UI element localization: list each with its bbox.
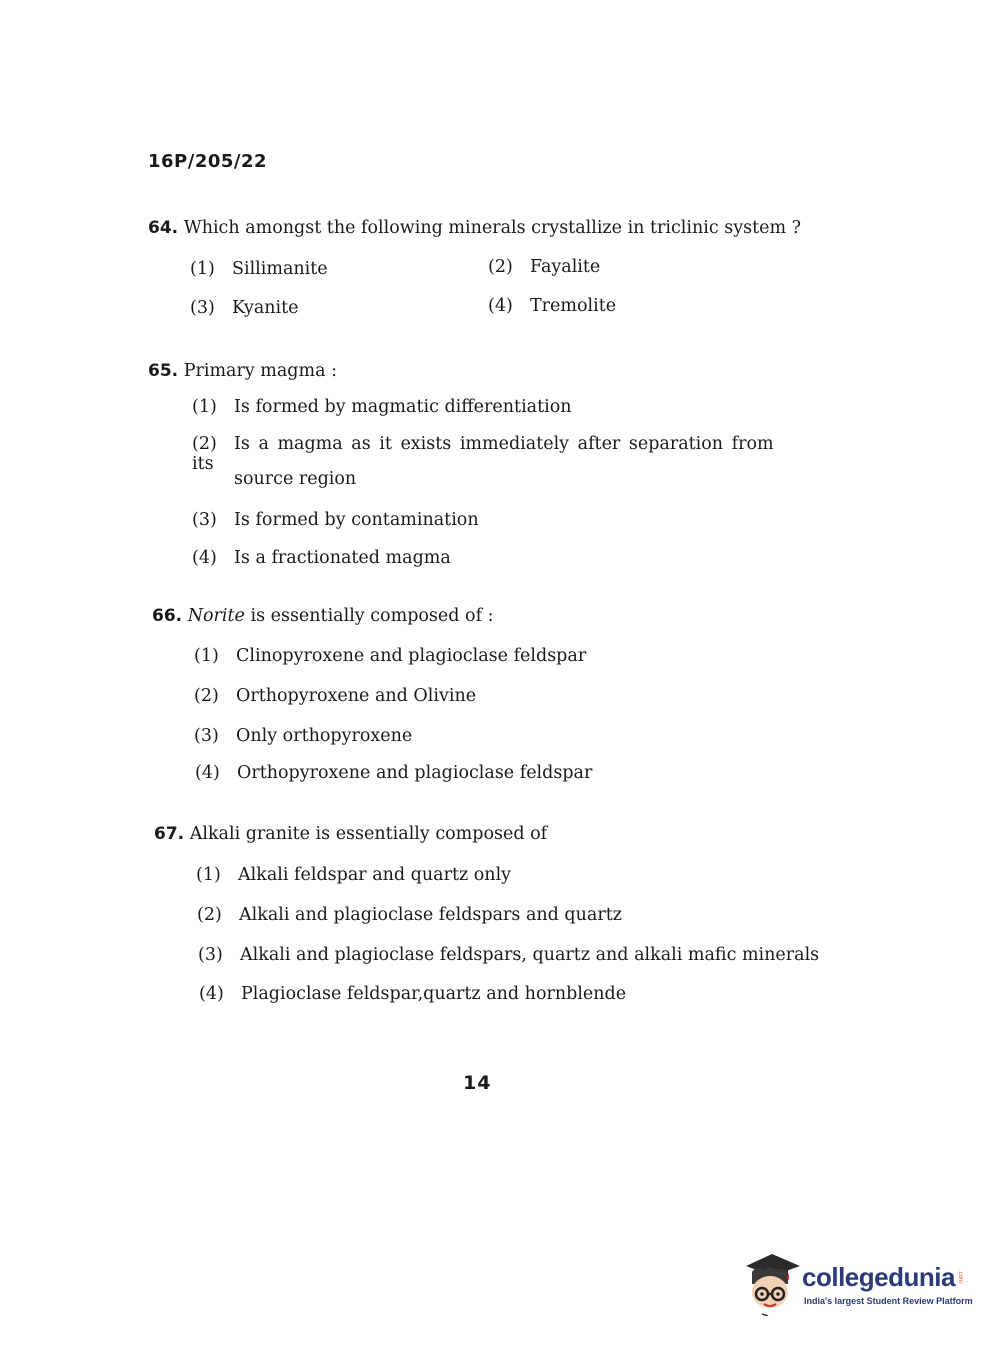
option-64-2	[488, 257, 600, 277]
option-number: (2)	[192, 434, 217, 454]
option-66-3	[194, 726, 412, 746]
brand-suffix: .com	[957, 1270, 963, 1284]
option-65-1	[192, 397, 572, 417]
option-67-2	[197, 905, 622, 925]
option-text: Alkali feldspar and quartz only	[238, 865, 512, 885]
option-65-3	[192, 510, 479, 530]
question-number: 67.	[154, 824, 185, 844]
option-66-4	[195, 763, 592, 783]
option-65-2-cont	[234, 469, 356, 489]
option-number: (1)	[196, 865, 221, 885]
question-number: 65.	[148, 361, 179, 381]
collegedunia-watermark	[742, 1250, 972, 1320]
option-text: Tremolite	[530, 296, 617, 316]
option-text: Is a fractionated magma	[234, 548, 451, 568]
question-64	[148, 218, 801, 238]
option-text: Is a magma as it exists immediately after separation from its	[192, 434, 774, 474]
option-text: Alkali and plagioclase feldspars, quartz and alkali mafic minerals	[240, 945, 820, 965]
option-number: (4)	[195, 763, 220, 783]
question-65	[148, 361, 337, 381]
option-number: (4)	[199, 984, 224, 1004]
question-67	[154, 824, 547, 844]
question-text: is essentially composed of :	[244, 606, 494, 626]
option-67-3	[198, 945, 820, 965]
option-number: (2)	[194, 686, 219, 706]
option-text: Only orthopyroxene	[236, 726, 413, 746]
option-text: Orthopyroxene and Olivine	[236, 686, 477, 706]
option-number: (3)	[192, 510, 217, 530]
option-text: Fayalite	[530, 257, 601, 277]
option-number: (3)	[190, 298, 215, 318]
option-67-4	[199, 984, 626, 1004]
question-text: Alkali granite is essentially composed of	[189, 824, 548, 844]
option-66-1	[194, 646, 586, 666]
page-number: 14	[463, 1072, 492, 1094]
option-number: (3)	[194, 726, 219, 746]
option-number: (3)	[198, 945, 223, 965]
option-text: Orthopyroxene and plagioclase feldspar	[237, 763, 593, 783]
option-text: Is formed by magmatic differentiation	[234, 397, 572, 417]
brand-name: collegedunia	[802, 1262, 955, 1292]
option-64-1	[190, 259, 328, 279]
option-number: (1)	[194, 646, 219, 666]
option-text-continued: source region	[234, 469, 357, 489]
option-text: Sillimanite	[232, 259, 328, 279]
question-text-italic: Norite	[187, 606, 245, 626]
question-text: Which amongst the following minerals crystallize in triclinic system ?	[183, 218, 801, 238]
question-number: 66.	[152, 606, 183, 626]
option-text: Plagioclase feldspar,quartz and hornblende	[241, 984, 627, 1004]
option-text: Is formed by contamination	[234, 510, 479, 530]
option-number: (2)	[197, 905, 222, 925]
option-number: (1)	[192, 397, 217, 417]
option-number: (4)	[192, 548, 217, 568]
option-text: Alkali and plagioclase feldspars and quartz	[239, 905, 622, 925]
option-text: Clinopyroxene and plagioclase feldspar	[236, 646, 587, 666]
brand-tagline: India's largest Student Review Platform	[804, 1296, 973, 1306]
paper-code: 16P/205/22	[148, 151, 268, 172]
question-66	[152, 606, 494, 626]
option-text: Kyanite	[232, 298, 299, 318]
option-64-3	[190, 298, 299, 318]
option-65-4	[192, 548, 451, 568]
option-65-2	[192, 434, 792, 474]
option-number: (1)	[190, 259, 215, 279]
option-67-1	[196, 865, 511, 885]
mascot-icon	[742, 1250, 804, 1316]
option-64-4	[488, 296, 616, 316]
option-number: (2)	[488, 257, 513, 277]
option-number: (4)	[488, 296, 513, 316]
question-text: Primary magma :	[183, 361, 337, 381]
option-66-2	[194, 686, 476, 706]
question-number: 64.	[148, 218, 179, 238]
